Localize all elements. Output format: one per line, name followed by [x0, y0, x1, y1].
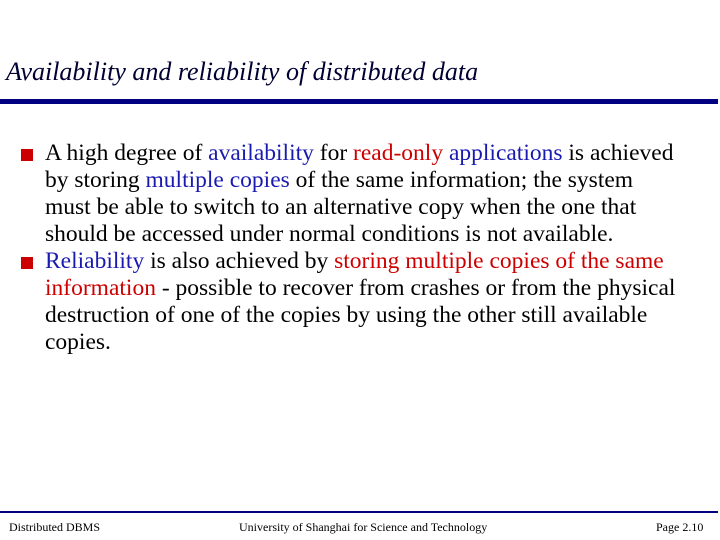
footer-course: Distributed DBMS [9, 520, 101, 534]
bullet-text [45, 248, 675, 355]
footer-divider [0, 511, 718, 513]
bullet-text [45, 140, 673, 247]
text-segment: availability [208, 140, 314, 166]
text-segment: applications [448, 140, 563, 166]
footer-university: University of Shanghai for Science and Technology [239, 520, 488, 534]
text-segment: for [313, 140, 354, 166]
text-segment: of the same information; the system must be able to switch to an alternative copy when the one that should be accessed under normal conditions is not available. [45, 167, 637, 247]
text-segment: A high degree of [45, 140, 209, 166]
bullet-availability [0, 140, 720, 248]
text-segment: multiple copies [145, 167, 290, 193]
text-segment: is also achieved by [144, 248, 335, 274]
slide-title: Availability and reliability of distributed data [6, 57, 479, 86]
bullet-reliability [0, 248, 720, 356]
footer-page-number: Page 2.10 [656, 520, 704, 534]
text-segment: read-only [353, 140, 444, 166]
bullet-list [0, 140, 720, 356]
square-bullet-icon [21, 149, 33, 161]
text-segment: Reliability [45, 248, 145, 274]
text-segment: is achieved by storing [45, 140, 674, 193]
text-segment: storing multiple copies of the same information [45, 248, 664, 301]
square-bullet-icon [21, 257, 33, 269]
text-segment: - possible to recover from crashes or from the physical destruction of one of the copies by using the other still available copies. [45, 275, 676, 355]
title-divider [0, 99, 718, 104]
